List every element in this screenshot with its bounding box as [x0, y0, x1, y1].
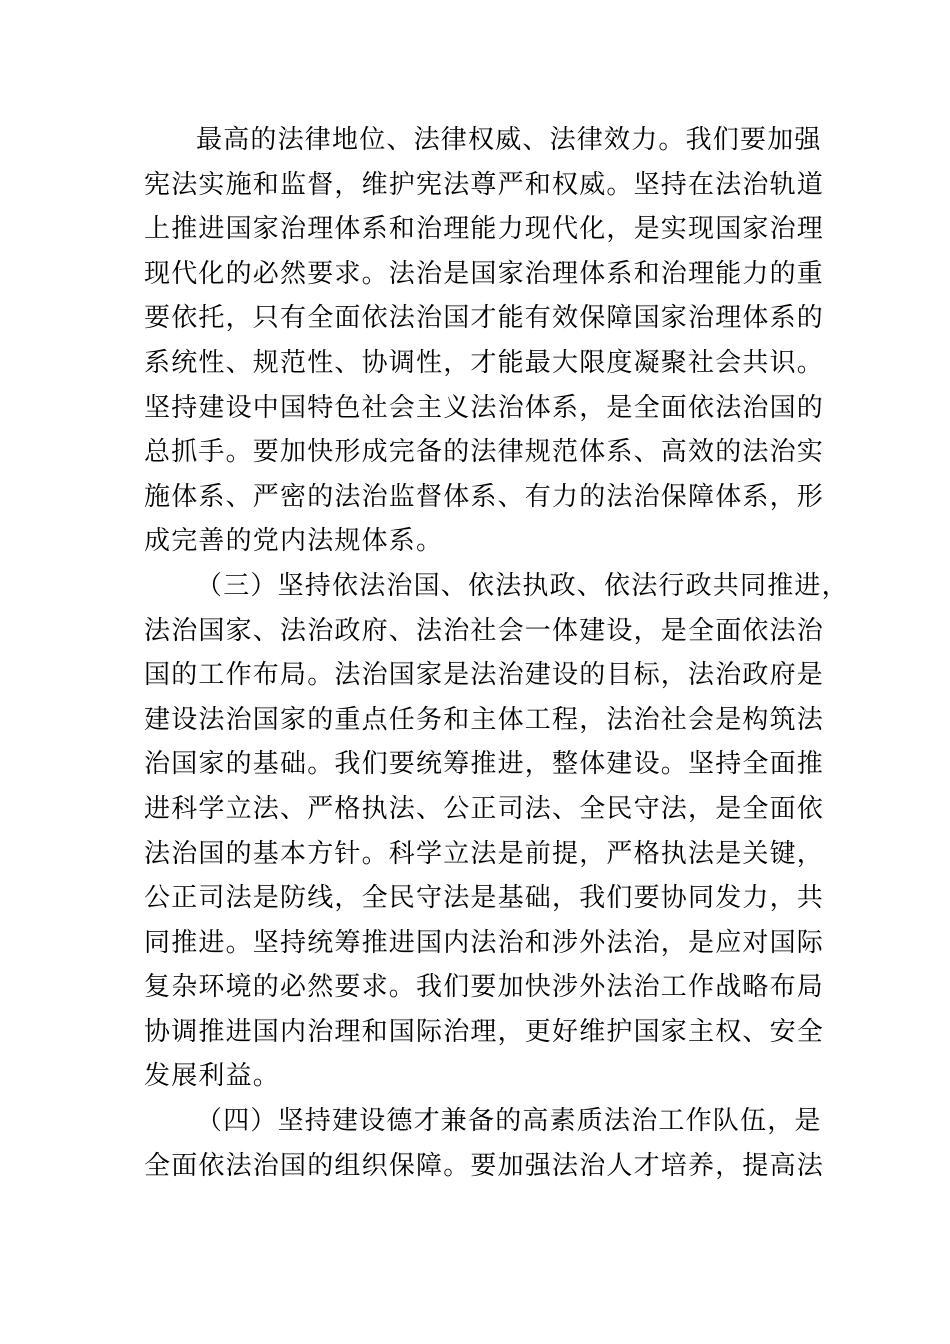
text-line: 同推进。坚持统筹推进国内法治和涉外法治，是应对国际: [144, 927, 825, 958]
text-line: 法治国家、法治政府、法治社会一体建设，是全面依法治: [144, 615, 825, 646]
text-line: 复杂环境的必然要求。我们要加快涉外法治工作战略布局: [144, 972, 825, 1003]
paragraph-heading-3: （三）坚持依法治国、依法执政、依法行政共同推进，: [196, 570, 849, 601]
text-line: 协调推进国内治理和国际治理，更好维护国家主权、安全: [144, 1016, 825, 1047]
text-line: 治国家的基础。我们要统筹推进，整体建设。坚持全面推: [144, 749, 825, 780]
text-line: 要依托，只有全面依法治国才能有效保障国家治理体系的: [144, 303, 825, 334]
text-line: 进科学立法、严格执法、公正司法、全民守法，是全面依: [144, 793, 825, 824]
text-line: 系统性、规范性、协调性，才能最大限度凝聚社会共识。: [144, 347, 825, 378]
text-line: 建设法治国家的重点任务和主体工程，法治社会是构筑法: [144, 704, 825, 735]
text-line: 发展利益。: [144, 1061, 281, 1092]
text-line: 上推进国家治理体系和治理能力现代化，是实现国家治理: [144, 214, 825, 245]
text-line: 成完善的党内法规体系。: [144, 526, 444, 557]
paragraph-heading-4: （四）坚持建设德才兼备的高素质法治工作队伍，是: [196, 1106, 822, 1137]
body-text: [144, 118, 849, 1188]
text-line: 公正司法是防线，全民守法是基础，我们要协同发力，共: [144, 883, 825, 914]
text-line: 总抓手。要加快形成完备的法律规范体系、高效的法治实: [144, 437, 825, 468]
text-line: 施体系、严密的法治监督体系、有力的法治保障体系，形: [144, 481, 825, 512]
text-line: 最高的法律地位、法律权威、法律效力。我们要加强: [196, 125, 822, 155]
text-line: 国的工作布局。法治国家是法治建设的目标，法治政府是: [144, 660, 825, 691]
text-line: 全面依法治国的组织保障。要加强法治人才培养，提高法: [144, 1150, 825, 1181]
text-line: 法治国的基本方针。科学立法是前提，严格执法是关键，: [144, 838, 825, 869]
text-line: 坚持建设中国特色社会主义法治体系，是全面依法治国的: [144, 392, 825, 423]
text-line: 宪法实施和监督，维护宪法尊严和权威。坚持在法治轨道: [144, 169, 825, 200]
text-line: 现代化的必然要求。法治是国家治理体系和治理能力的重: [144, 258, 825, 289]
